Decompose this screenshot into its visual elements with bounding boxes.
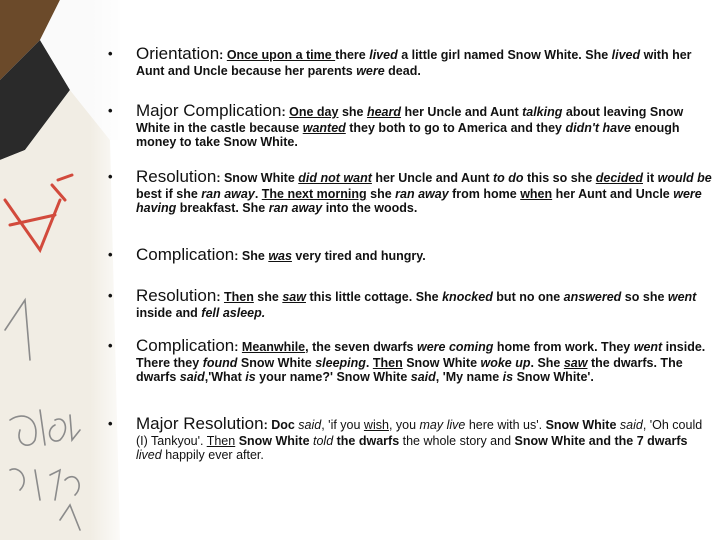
item-text-segment: lived [611, 48, 641, 62]
item-text-segment: were coming [416, 340, 494, 354]
item-text-segment: about leaving Snow White in the castle because [136, 105, 684, 135]
item-text-segment: fell asleep. [201, 306, 266, 320]
item-text-segment: , 'if you [321, 418, 364, 432]
item-text-segment: she [253, 290, 283, 304]
bullet-icon: • [108, 247, 113, 262]
item-text-segment: Once upon a time [226, 48, 336, 62]
item-text-segment: ran away [268, 201, 323, 215]
item-text-segment: there [335, 48, 370, 62]
item-text-segment: said [619, 418, 643, 432]
item-text-segment: Then [372, 356, 403, 370]
item-text-segment: , you [388, 418, 420, 432]
item-heading: Resolution [136, 167, 217, 186]
item-text-segment: from home [448, 187, 521, 201]
item-text-segment: : [216, 290, 224, 304]
item-text-segment: Snow White [235, 434, 313, 448]
item-text-segment: when [520, 187, 553, 201]
item-text-segment: told [313, 434, 334, 448]
item-text-segment: her Aunt and Uncle [552, 187, 674, 201]
item-text-segment: talking [522, 105, 563, 119]
item-text-segment: your name?' Snow White [255, 370, 411, 384]
item-text-segment: Then [223, 290, 254, 304]
outline-item [108, 245, 716, 265]
item-text-segment: is [245, 370, 256, 384]
item-text-segment: : [234, 340, 242, 354]
item-text-segment: answered [563, 290, 622, 304]
outline-item [108, 414, 716, 462]
bullet-icon: • [108, 288, 113, 303]
item-text-segment: this so she [523, 171, 596, 185]
item-text-segment: went [633, 340, 663, 354]
item-text-segment: Snow White and the 7 dwarfs [511, 434, 688, 448]
item-text-segment: with her Aunt and Uncle because her parents [136, 48, 692, 78]
item-text-segment: inside. There they [136, 340, 706, 370]
item-text-segment: the whole story and [402, 434, 512, 448]
item-text-segment: wish [363, 418, 389, 432]
item-text-segment: very tired and hungry. [291, 249, 426, 263]
item-text-segment: to do [492, 171, 524, 185]
item-text-segment: sleeping [315, 356, 366, 370]
item-text-segment: . She [530, 356, 564, 370]
item-text-segment: they both to go to America and they [345, 121, 566, 135]
item-text-segment: woke up [480, 356, 531, 370]
item-text-segment: home from work. They [493, 340, 634, 354]
item-text-segment: Snow White [542, 418, 620, 432]
item-text-segment: found [202, 356, 238, 370]
item-text-segment: ran away [395, 187, 449, 201]
item-text-segment: breakfast. She [176, 201, 269, 215]
item-text-segment: , 'Oh could (I) Tankyou'. [136, 418, 703, 448]
item-heading: Complication [136, 336, 235, 355]
bullet-icon: • [108, 169, 113, 184]
item-text-segment: heard [366, 105, 402, 119]
item-text-segment: would be [657, 171, 712, 185]
outline-item [108, 44, 716, 78]
item-text-segment: Meanwhile [241, 340, 306, 354]
item-text-segment: is [502, 370, 514, 384]
item-text-segment: a little girl named Snow White. She [397, 48, 612, 62]
item-text-segment: : Snow White [216, 171, 299, 185]
item-text-segment: saw [563, 356, 588, 370]
bullet-icon: • [108, 46, 113, 61]
item-text-segment: decided [595, 171, 643, 185]
item-text-segment: she [366, 187, 396, 201]
item-text-segment: here with us'. [465, 418, 543, 432]
item-text-segment: : [219, 48, 227, 62]
item-text-segment: the dwarfs [333, 434, 403, 448]
item-text-segment: lived [136, 448, 162, 462]
item-text-segment: the dwarfs. The dwarfs [136, 356, 683, 384]
item-text-segment: happily ever after. [161, 448, 264, 462]
item-text-segment: this little cottage. She [305, 290, 443, 304]
bullet-icon: • [108, 103, 113, 118]
item-heading: Complication [136, 245, 235, 264]
item-text-segment: her Uncle and Aunt [371, 171, 493, 185]
item-text-segment: wanted [302, 121, 346, 135]
item-heading: Resolution [136, 286, 217, 305]
item-text-segment: ran away [201, 187, 255, 201]
item-text-segment: : She [234, 249, 269, 263]
outline-item [108, 167, 716, 215]
item-text-segment: One day [289, 105, 339, 119]
item-text-segment: The next morning [261, 187, 367, 201]
item-text-segment: may live [419, 418, 466, 432]
item-text-segment: so she [621, 290, 668, 304]
item-text-segment: said [179, 370, 205, 384]
item-heading: Major Resolution [136, 414, 264, 433]
item-text-segment: inside and [136, 306, 202, 320]
bullet-icon: • [108, 416, 113, 431]
item-text-segment: dead. [384, 64, 421, 78]
outline-item [108, 286, 716, 320]
item-text-segment: ,'What [204, 370, 246, 384]
item-text-segment: were having [136, 187, 702, 215]
item-text-segment: knocked [442, 290, 493, 304]
item-text-segment: didn't have [565, 121, 631, 135]
item-text-segment: into the woods. [322, 201, 418, 215]
outline-item [108, 336, 716, 384]
item-text-segment: Snow White'. [513, 370, 594, 384]
item-text-segment: Snow White [237, 356, 316, 370]
item-text-segment: went [667, 290, 697, 304]
outline-item [108, 101, 716, 149]
item-text-segment: best if she [136, 187, 202, 201]
item-text-segment: : [281, 105, 290, 119]
item-text-segment: was [268, 249, 292, 263]
item-text-segment: , 'My name [435, 370, 503, 384]
item-text-segment: her Uncle and Aunt [401, 105, 523, 119]
bullet-icon: • [108, 338, 113, 353]
item-text-segment: she [338, 105, 367, 119]
item-text-segment: Then [206, 434, 236, 448]
item-text-segment: Snow White [402, 356, 481, 370]
item-heading: Orientation [136, 44, 220, 63]
item-heading: Major Complication [136, 101, 282, 120]
item-text-segment: , the seven dwarfs [305, 340, 417, 354]
item-text-segment: lived [369, 48, 398, 62]
item-text-segment: . [365, 356, 373, 370]
item-text-segment: enough money to take Snow White. [136, 121, 680, 149]
item-text-segment: did not want [298, 171, 372, 185]
item-text-segment: saw [282, 290, 306, 304]
item-text-segment: said [298, 418, 322, 432]
item-text-segment: . [254, 187, 262, 201]
item-text-segment: were [356, 64, 385, 78]
item-text-segment: but no one [492, 290, 564, 304]
item-text-segment: it [643, 171, 658, 185]
item-text-segment: said [410, 370, 436, 384]
item-text-segment: : Doc [263, 418, 299, 432]
